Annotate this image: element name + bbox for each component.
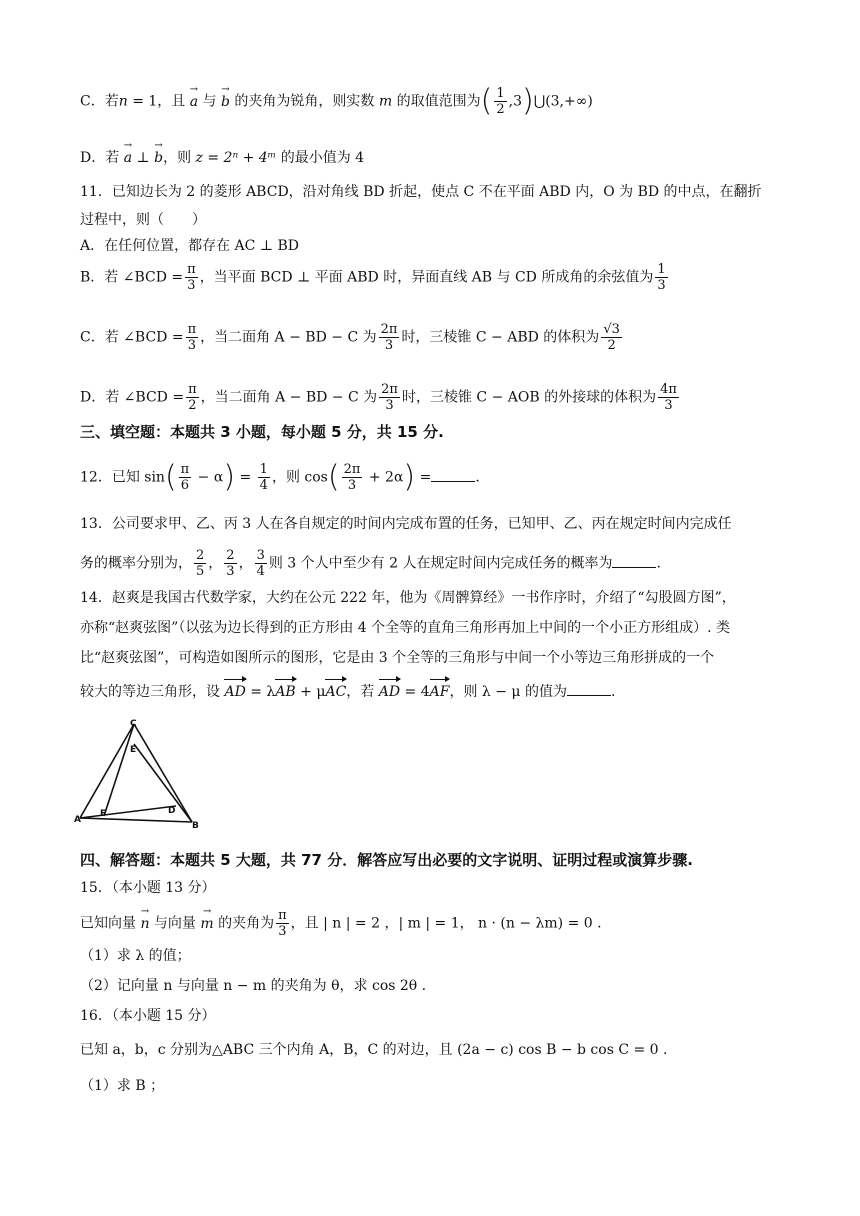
numerator: π [187, 262, 196, 277]
text: . [656, 555, 661, 572]
right-paren: ) [403, 459, 416, 495]
denominator: 4 [259, 478, 268, 493]
text: 务的概率分别为， [80, 555, 192, 572]
denominator: 3 [385, 398, 394, 413]
var-m: m [378, 93, 393, 110]
fraction [179, 462, 192, 493]
text: = 1，且 [127, 93, 190, 110]
denominator: 4 [256, 564, 265, 579]
vector-n: → n [140, 914, 149, 934]
text: ，且 | n | = 2 ，| m | = 1， n · (n − λm) = 0 . [290, 915, 602, 932]
left-paren: ( [164, 459, 177, 495]
text: − α [193, 469, 224, 486]
text: 与 [198, 93, 222, 110]
vector-ac: AC [325, 684, 347, 700]
label-e: E [130, 745, 137, 755]
text: ，当平面 BCD ⊥ 平面 ABD 时，异面直线 AB 与 CD 所成角的余弦值为 [199, 269, 654, 286]
right-paren: ) [521, 83, 534, 119]
q14-line-1: 14．赵爽是我国古代数学家，大约在公元 222 年，他为《周髀算经》一书作序时，介绍了“勾股圆方图”， [80, 590, 736, 606]
text: . [475, 469, 480, 486]
q15-sub-2: （2）记向量 n 与向量 n − m 的夹角为 θ，求 cos 2θ . [80, 978, 427, 994]
text: 的最小值为 4 [276, 150, 365, 166]
edge-ac [80, 724, 137, 818]
vector-ad: AD [224, 684, 246, 700]
numerator: 1 [496, 86, 505, 101]
numerator: 3 [256, 548, 265, 563]
vector-ab: AB [275, 684, 296, 700]
denominator: 3 [384, 338, 394, 353]
denominator: 3 [278, 924, 287, 939]
label-d: D [168, 806, 176, 816]
text: D．若 ∠BCD = [80, 389, 185, 406]
numerator: 1 [657, 262, 666, 277]
option-label: D．若 [80, 150, 124, 166]
numerator: 1 [259, 462, 268, 477]
numerator [601, 322, 622, 338]
q14-line-4 [80, 682, 615, 702]
denominator: 3 [187, 278, 196, 293]
option-label: C．若 [80, 93, 119, 110]
q11-option-c [80, 322, 624, 353]
text: ，若 [346, 684, 379, 700]
q16-sub-1: （1）求 B ； [80, 1078, 165, 1094]
text: 与向量 [149, 915, 201, 932]
text: 的夹角为锐角，则实数 [229, 93, 379, 110]
q11-option-a: A．在任何位置，都存在 AC ⊥ BD [80, 238, 299, 254]
q13-line-2: 务的概率分别为， $\frac{2}{5}$ ， $\frac{2}{3}$ ， $\frac{3}{4}$ 则 3 个人中至少有 2 人在规定时间内完成任务的概率为 . [80, 548, 661, 579]
text: ，则 cos [271, 469, 328, 486]
denominator: 3 [187, 338, 196, 353]
left-paren: ( [480, 83, 493, 119]
fraction [276, 908, 289, 939]
numerator: 2 [226, 548, 235, 563]
label-a: A [74, 815, 81, 825]
fraction [194, 548, 206, 579]
text: = [415, 469, 432, 486]
text: . [610, 684, 616, 700]
text: 的夹角为 [213, 915, 275, 932]
segment-cf [104, 724, 137, 816]
numerator: 2 [196, 548, 205, 563]
q16-stem: 已知 a，b，c 分别为△ABC 三个内角 A，B，C 的对边，且 (2a − c) cos B − b cos C = 0 . [80, 1042, 668, 1058]
numerator: 4π [660, 382, 677, 397]
q11-stem-1: 11．已知边长为 2 的菱形 ABCD，沿对角线 BD 折起，使点 C 不在平面 ABD 内，O 为 BD 的中点，在翻折 [80, 184, 762, 200]
text: + 2α [364, 469, 404, 486]
q11-option-b [80, 262, 670, 293]
q14-line-3: 比“赵爽弦图”，可构造如图所示的图形，它是由 3 个全等的三角形与中间一个小等边三角形拼成的一个 [80, 650, 715, 666]
option-c [80, 83, 593, 119]
fraction [258, 462, 270, 493]
text: ，则 [163, 150, 196, 166]
numerator: π [187, 322, 197, 337]
text: 已知向量 [80, 915, 141, 932]
left-paren: ( [327, 459, 340, 495]
numerator: 2π [380, 322, 398, 337]
section-4-heading: 四、解答题：本题共 5 大题，共 77 分．解答应写出必要的文字说明、证明过程或演算步骤. [80, 851, 693, 869]
fraction [186, 382, 199, 413]
label-b: B [192, 821, 199, 830]
text: = 4 [400, 684, 430, 700]
q11-stem-2: 过程中，则（ ） [80, 212, 206, 228]
vector-af: AF [429, 684, 450, 700]
answer-blank[interactable] [567, 683, 611, 696]
section-3-heading: 三、填空题：本题共 3 小题，每小题 5 分，共 15 分. [80, 423, 444, 441]
vector-b: → b [221, 92, 230, 112]
answer-blank[interactable] [612, 555, 656, 568]
text: 较大的等边三角形，设 [80, 684, 225, 700]
numerator: 2π [381, 382, 398, 397]
expression: z = 2ⁿ + 4ᵐ [195, 150, 277, 166]
text: ，当二面角 A − BD − C 为 [200, 389, 378, 406]
text: = λ [245, 684, 276, 700]
fraction [186, 322, 199, 353]
fraction [658, 382, 679, 413]
fraction [494, 86, 506, 117]
text: ，则 λ − μ 的值为 [449, 684, 567, 700]
numerator: π [188, 382, 197, 397]
q12 [80, 459, 480, 495]
denominator: 2 [496, 102, 505, 117]
text: 12．已知 sin [80, 469, 165, 486]
text: + μ [295, 684, 326, 700]
edge-ab [80, 818, 192, 822]
label-c: C [130, 719, 137, 729]
fraction [655, 262, 667, 293]
vector-b: → b [154, 148, 163, 168]
text: 的取值范围为 [392, 93, 481, 110]
numerator: π [180, 462, 190, 477]
denominator: 2 [188, 398, 197, 413]
answer-blank[interactable] [431, 469, 475, 482]
denominator: 3 [226, 564, 235, 579]
vector-ad: AD [378, 684, 401, 700]
label-f: F [100, 809, 107, 819]
text: 则 3 个人中至少有 2 人在规定时间内完成任务的概率为 [268, 555, 613, 572]
option-d [80, 148, 364, 168]
denominator: 3 [657, 278, 666, 293]
fraction [601, 322, 622, 353]
text: 时，三棱锥 C − ABD 的体积为 [401, 329, 600, 346]
numerator: π [278, 908, 287, 923]
text: ,3 [508, 93, 522, 110]
var-n: n [118, 93, 128, 110]
numerator: 2π [343, 462, 361, 477]
vector-a: → a [190, 92, 198, 112]
denominator: 6 [180, 478, 190, 493]
denominator: 2 [607, 338, 616, 353]
denominator: 3 [664, 398, 673, 413]
fraction [379, 382, 400, 413]
q15-stem [80, 908, 602, 939]
fraction [342, 462, 363, 493]
q15-sub-1: （1）求 λ 的值； [80, 948, 191, 964]
radicand: 3 [611, 322, 620, 337]
text: C．若 ∠BCD = [80, 329, 184, 346]
text: ⋃(3,+∞) [533, 93, 593, 110]
segment-ad [80, 806, 176, 818]
right-paren: ) [223, 459, 236, 495]
text: ，当二面角 A − BD − C 为 [200, 329, 377, 346]
text: 时，三棱锥 C − AOB 的外接球的体积为 [401, 389, 657, 406]
vector-a: → a [124, 148, 132, 168]
q14-line-2: 亦称“赵爽弦图”（以弦为边长得到的正方形由 4 个全等的直角三角形再加上中间的一个小正方形组成）. 类 [80, 620, 731, 636]
triangle-figure [74, 718, 204, 830]
sqrt-symbol: √ [603, 322, 612, 337]
text: ⊥ [132, 150, 155, 166]
text: = [235, 469, 256, 486]
fraction [379, 322, 400, 353]
q15-head: 15．（本小题 13 分） [80, 880, 216, 896]
fraction [255, 548, 267, 579]
vector-m: → m [200, 914, 213, 934]
denominator: 3 [347, 478, 357, 493]
q13-line-1: 13．公司要求甲、乙、丙 3 人在各自规定的时间内完成布置的任务，已知甲、乙、丙在规定时间内完成任 [80, 516, 732, 532]
fraction [224, 548, 236, 579]
fraction [185, 262, 198, 293]
denominator: 5 [196, 564, 205, 579]
q16-head: 16．（本小题 15 分） [80, 1008, 216, 1024]
q11-option-d [80, 382, 681, 413]
text: B．若 ∠BCD = [80, 269, 184, 286]
